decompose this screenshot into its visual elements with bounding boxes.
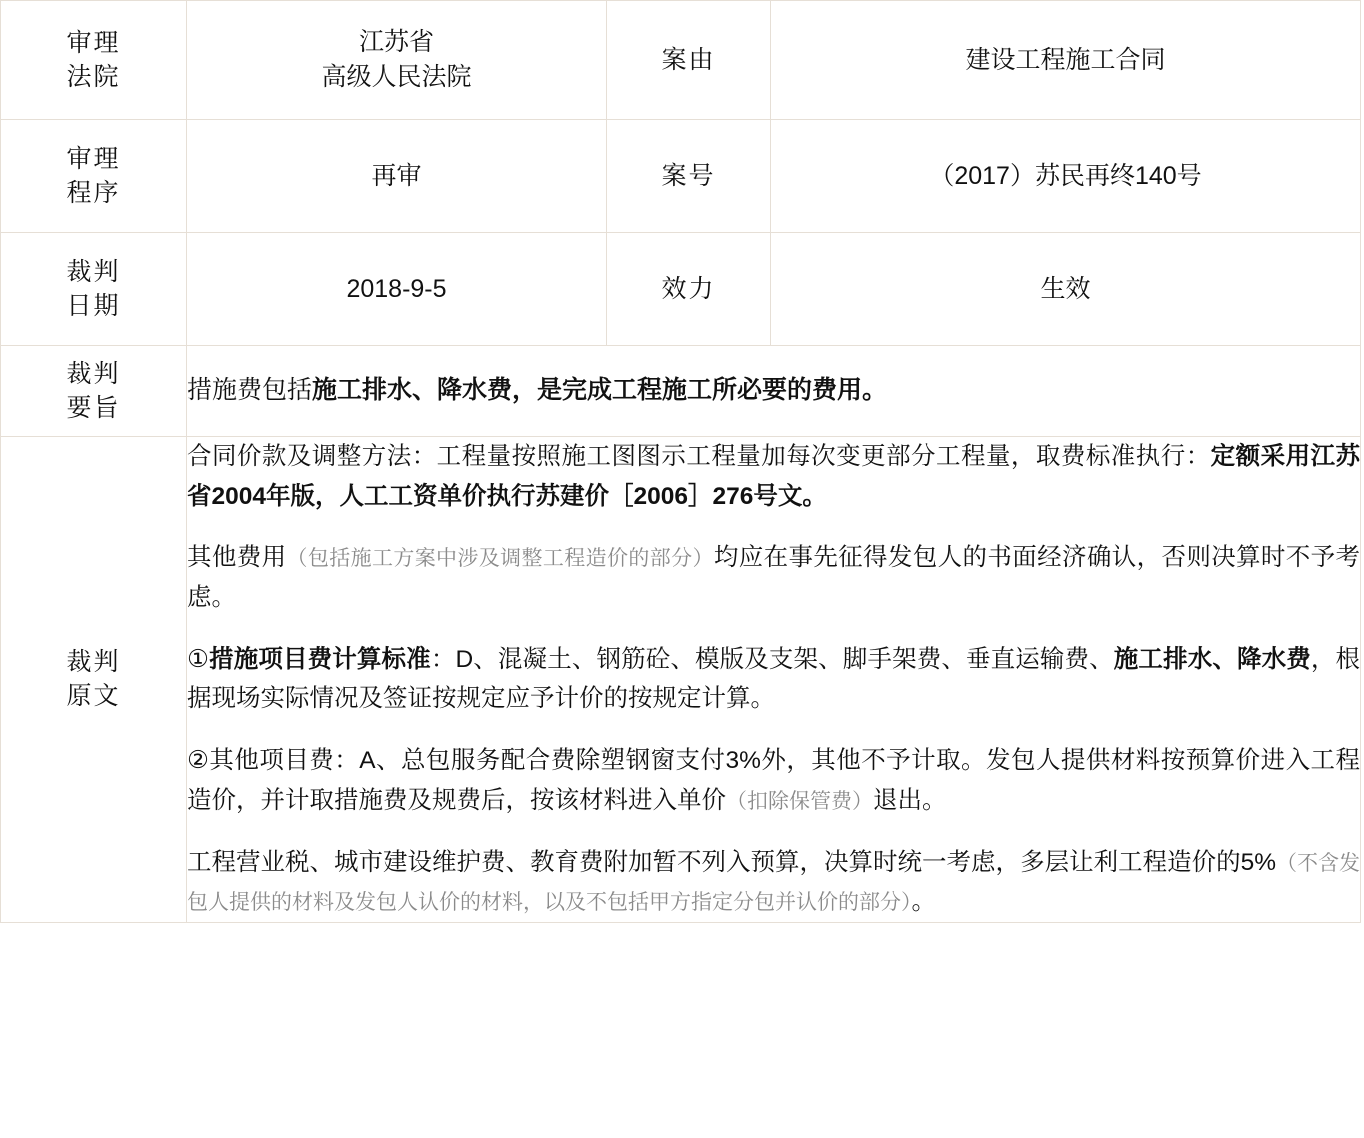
body-text-normal: 。 xyxy=(911,888,936,916)
row-label-original-text xyxy=(1,437,187,923)
row-value-effect: 生效 xyxy=(771,233,1361,346)
row-label-line: 要旨 xyxy=(66,394,121,422)
row-label-cause: 案由 xyxy=(607,1,771,120)
row-value-procedure xyxy=(187,120,607,233)
table-row xyxy=(1,1,1361,120)
body-text-normal: ① xyxy=(187,645,210,673)
row-label-court xyxy=(1,1,187,120)
body-text-normal: 合同价款及调整方法：工程量按照施工图图示工程量加每次变更部分工程量，取费标准执行： xyxy=(187,443,1211,470)
row-label-line: 程序 xyxy=(66,179,121,207)
row-label-line: 裁判 xyxy=(66,257,121,286)
body-text-note: （扣除保管费） xyxy=(726,789,873,813)
row-label-line: 法院 xyxy=(66,63,121,91)
row-label-line: 原文 xyxy=(66,682,121,711)
table-row-gist xyxy=(1,346,1361,437)
row-value-judgment-date xyxy=(187,233,607,346)
row-label-judgment-date xyxy=(1,233,187,346)
body-text-normal: 其他费用 xyxy=(187,544,287,572)
original-text-body xyxy=(187,437,1361,923)
row-value-case-number: （2017）苏民再终140号 xyxy=(771,120,1361,233)
row-label-gist xyxy=(1,346,187,437)
row-label-line: 裁判 xyxy=(66,359,121,388)
body-text-normal: ，根据现场实际情况及签证按规定应予计价的按规定计算。 xyxy=(187,645,1361,713)
body-paragraph xyxy=(187,640,1360,719)
body-text-bold: 施工排水、降水费 xyxy=(1113,645,1311,673)
body-paragraph xyxy=(187,538,1360,617)
row-label-line: 裁判 xyxy=(66,647,121,676)
body-text-note: （包括施工方案中涉及调整工程造价的部分） xyxy=(286,547,714,571)
row-value-line: 江苏省 xyxy=(358,28,434,56)
body-text-normal: ：D、混凝土、钢筋砼、模版及支架、脚手架费、垂直运输费、 xyxy=(430,645,1114,673)
row-value-line: 2018-9-5 xyxy=(346,274,447,303)
row-label-line: 审理 xyxy=(66,144,121,173)
body-text-bold: 定额采用江苏省2004年版，人工工资单价执行苏建价［2006］276号文。 xyxy=(187,443,1361,510)
body-text-normal: 均应在事先征得发包人的书面经济确认，否则决算时不予考虑。 xyxy=(187,544,1361,612)
row-label-case-number: 案号 xyxy=(607,120,771,233)
body-text-normal: 工程营业税、城市建设维护费、教育费附加暂不列入预算，决算时统一考虑，多层让利工程造价的5% xyxy=(187,848,1276,876)
table-row xyxy=(1,120,1361,233)
body-paragraph xyxy=(187,741,1360,820)
body-text-note: （不含发包人提供的材料及发包人认价的材料，以及不包括甲方指定分包并认价的部分） xyxy=(187,851,1361,915)
body-text-bold: 措施项目费计算标准 xyxy=(209,645,431,673)
gist-text-normal: 措施费包括 xyxy=(187,376,313,405)
gist-text xyxy=(187,346,1361,437)
body-paragraph xyxy=(187,843,1360,922)
row-label-effect: 效力 xyxy=(607,233,771,346)
row-label-line: 日期 xyxy=(66,292,121,320)
body-paragraph xyxy=(187,437,1360,516)
row-value-court xyxy=(187,1,607,120)
row-value-cause: 建设工程施工合同 xyxy=(771,1,1361,120)
row-label-line: 审理 xyxy=(66,28,121,57)
row-value-line: 高级人民法院 xyxy=(321,63,472,91)
gist-text-bold: 施工排水、降水费，是完成工程施工所必要的费用。 xyxy=(312,376,888,405)
body-text-normal: ②其他项目费：A、总包服务配合费除塑钢窗支付3%外，其他不予计取。发包人提供材料按预算价进入工程造价，并计取措施费及规费后，按该材料进入单价 xyxy=(187,747,1360,814)
body-text-normal: 退出。 xyxy=(873,786,947,814)
row-value-line: 再审 xyxy=(371,161,422,190)
row-label-procedure xyxy=(1,120,187,233)
table-row xyxy=(1,233,1361,346)
table-row-body xyxy=(1,437,1361,923)
